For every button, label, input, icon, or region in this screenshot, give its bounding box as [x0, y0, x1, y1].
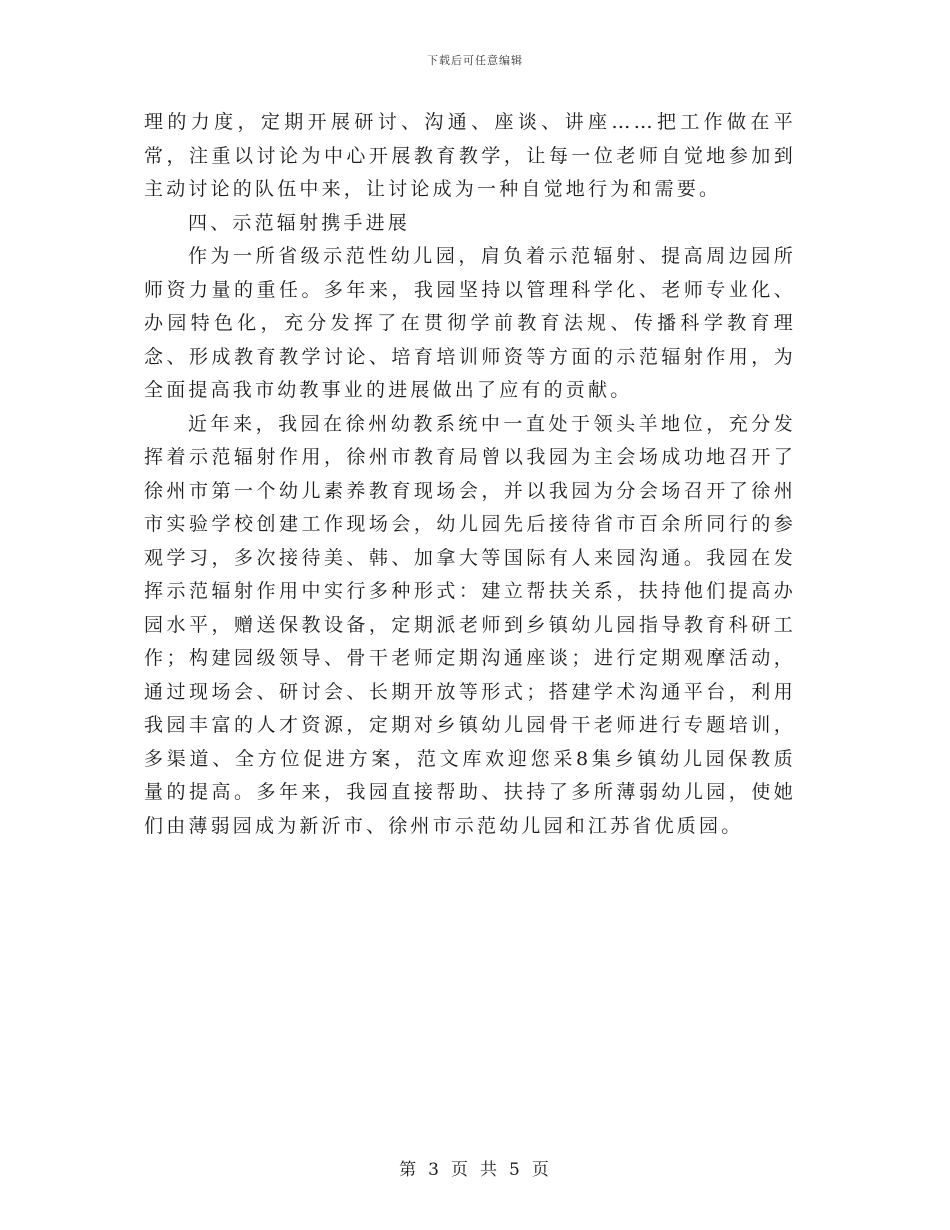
page-footer — [0, 1155, 950, 1180]
document-body — [144, 106, 796, 843]
paragraph: 近年来，我园在徐州幼教系统中一直处于领头羊地位，充分发挥着示范辐射作用，徐州市教育局曾以我园为主会场成功地召开了徐州市第一个幼儿素养教育现场会，并以我园为分会场召开了徐州市实验学校创建工作现场会，幼儿园先后接待省市百余所同行的参观学习，多次接待美、韩、加拿大等国际有人来园沟通。我园在发挥示范辐射作用中实行多种形式：建立帮扶关系，扶持他们提高办园水平，赠送保教设备，定期派老师到乡镇幼儿园指导教育科研工作；构建园级领导、骨干老师定期沟通座谈；进行定期观摩活动，通过现场会、研讨会、长期开放等形式；搭建学术沟通平台，利用我园丰富的人才资源，定期对乡镇幼儿园骨干老师进行专题培训，多渠道、全方位促进方案，范文库欢迎您采8集乡镇幼儿园保教质量的提高。多年来，我园直接帮助、扶持了多所薄弱幼儿园，使她们由薄弱园成为新沂市、徐州市示范幼儿园和江苏省优质园。 — [144, 412, 796, 837]
page-header — [0, 52, 950, 68]
total-prefix: 共 — [480, 1160, 499, 1180]
page-mid: 页 — [451, 1160, 470, 1180]
current-page-number: 3 — [428, 1160, 441, 1180]
total-page-number: 5 — [509, 1160, 522, 1180]
total-suffix: 页 — [531, 1160, 551, 1180]
paragraph: 作为一所省级示范性幼儿园，肩负着示范辐射、提高周边园所师资力量的重任。多年来，我园坚持以管理科学化、老师专业化、办园特色化，充分发挥了在贯彻学前教育法规、传播科学教育理念、形成教育教学讨论、培育培训师资等方面的示范辐射作用，为全面提高我市幼教事业的进展做出了应有的贡献。 — [144, 245, 796, 401]
paragraph-continuation: 理的力度，定期开展研讨、沟通、座谈、讲座……把工作做在平常，注重以讨论为中心开展教育教学，让每一位老师自觉地参加到主动讨论的队伍中来，让讨论成为一种自觉地行为和需要。 — [144, 111, 796, 200]
page-prefix: 第 — [399, 1160, 419, 1180]
section-heading: 四、示范辐射携手进展 — [188, 211, 411, 234]
header-text: 下载后可任意编辑 — [427, 54, 523, 67]
